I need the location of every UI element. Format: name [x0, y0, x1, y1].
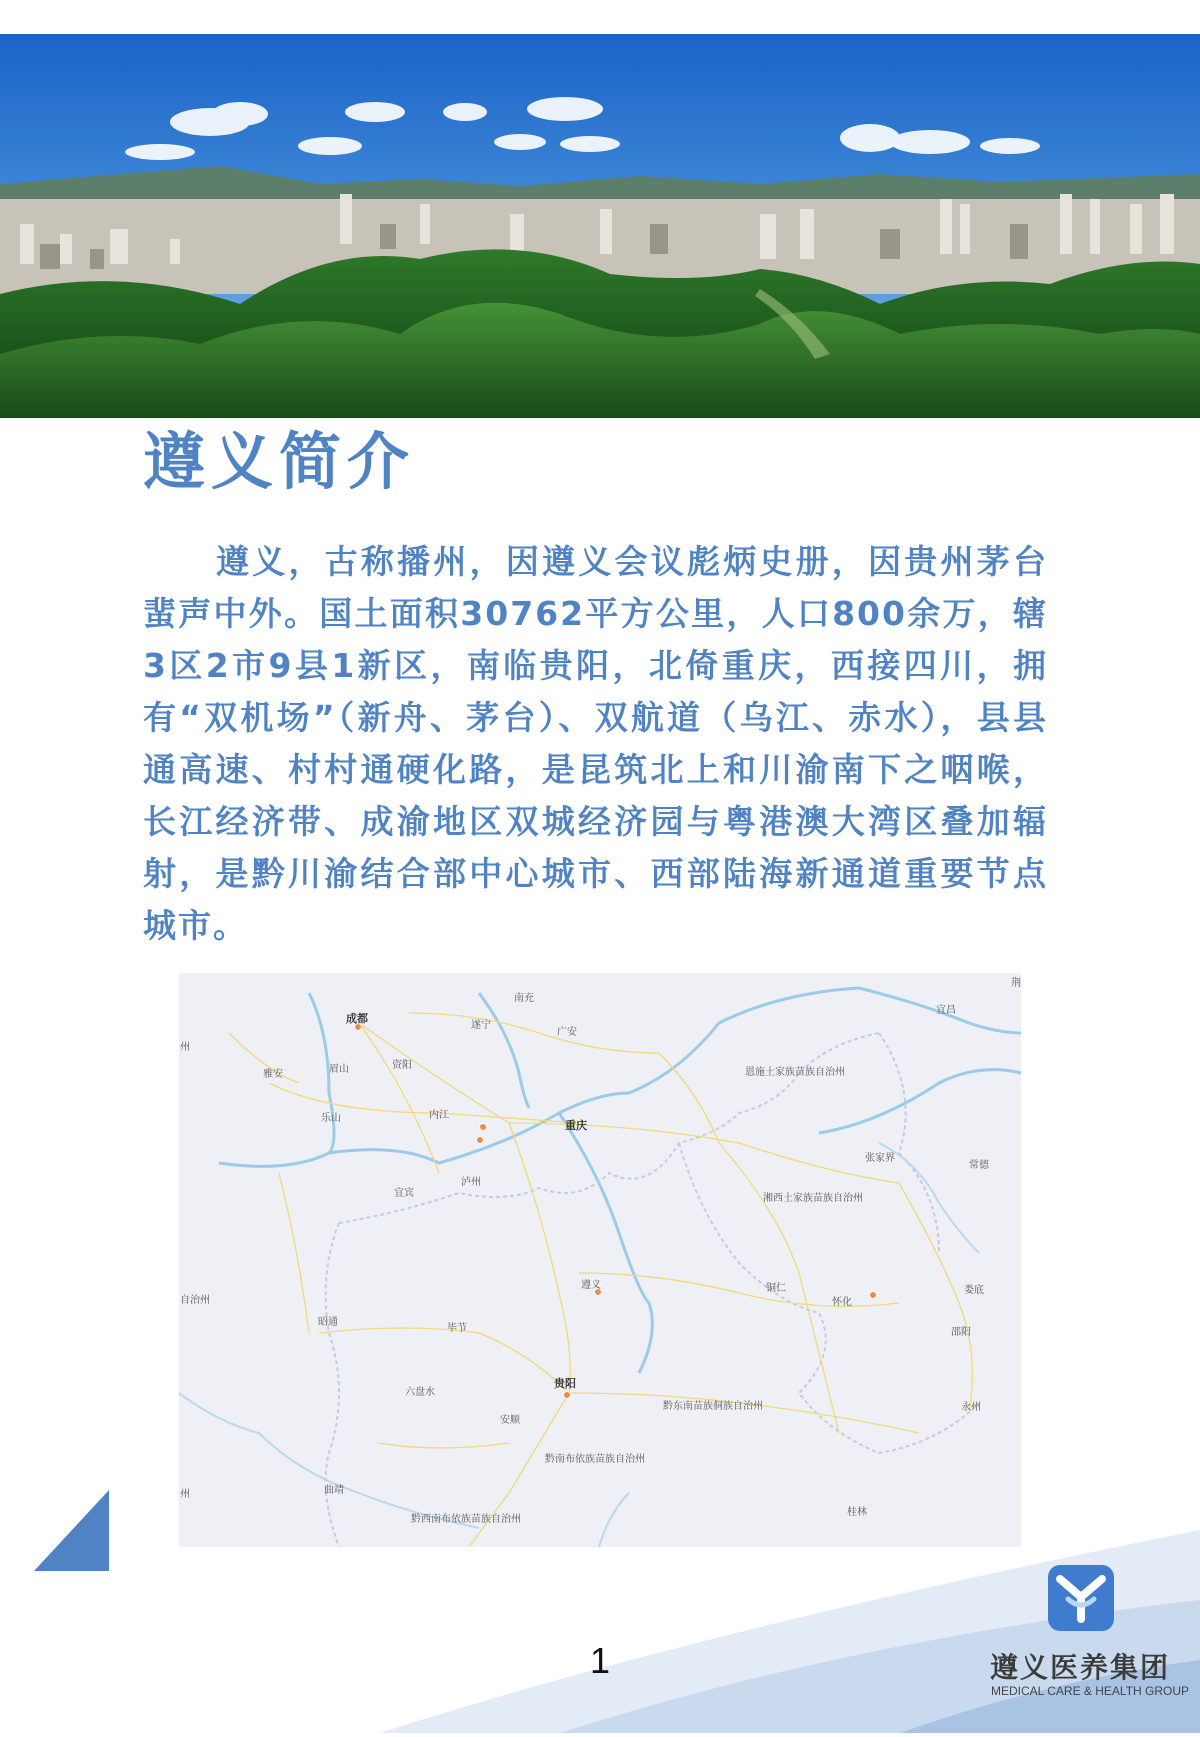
- map-label-zhangjiajie: 张家界: [865, 1153, 895, 1164]
- page-title: 遵义简介: [143, 425, 416, 498]
- map-label-yibin: 宜宾: [394, 1188, 414, 1199]
- map-label-ziyang: 资阳: [392, 1060, 412, 1071]
- map-label-guangan: 广安: [557, 1027, 577, 1038]
- map-label-xiangxi: 湘西土家族苗族自治州: [763, 1193, 863, 1204]
- map-label-anshun: 安顺: [500, 1415, 520, 1426]
- map-label-shaoyang: 邵阳: [951, 1327, 971, 1338]
- map-label-yaan: 雅安: [263, 1069, 283, 1080]
- map-label-qiannan: 黔南布依族苗族自治州: [545, 1454, 645, 1465]
- map-label-bijie: 毕节: [447, 1323, 467, 1334]
- map-label-meishan: 眉山: [329, 1064, 349, 1075]
- map-label-qiandongnan: 黔东南苗族侗族自治州: [663, 1401, 763, 1412]
- map-label-luzhou: 泸州: [461, 1177, 481, 1188]
- map-label-edge-zhou1: 州: [180, 1042, 190, 1053]
- map-label-zunyi: 遵义: [581, 1280, 601, 1291]
- map-label-huaihua: 怀化: [832, 1297, 852, 1308]
- map-label-liupanshui: 六盘水: [405, 1387, 435, 1398]
- map-label-nanchong: 南充: [514, 993, 534, 1004]
- map-label-neijiang: 内江: [429, 1110, 449, 1121]
- group-logo-icon: [1048, 1565, 1114, 1631]
- map-label-yongzhou: 永州: [961, 1402, 981, 1413]
- group-subtitle: MEDICAL CARE & HEALTH GROUP: [991, 1684, 1190, 1698]
- map-label-tongren: 铜仁: [766, 1283, 786, 1294]
- group-name: 遵义医养集团: [990, 1651, 1171, 1684]
- map-label-enshi: 恩施土家族苗族自治州: [745, 1067, 845, 1078]
- map-label-loudi: 娄底: [964, 1285, 984, 1296]
- hero-panorama-image: [0, 34, 1200, 418]
- map-label-chengdu: 成都: [346, 1012, 368, 1025]
- map-label-qianxinan: 黔西南布依族苗族自治州: [411, 1514, 521, 1525]
- intro-paragraph: 遵义，古称播州，因遵义会议彪炳史册，因贵州茅台蜚声中外。国土面积30762平方公里，人口800余万，辖3区2市9县1新区，南临贵阳，北倚重庆，西接四川，拥有“双机场”（新舟、茅台）、双航道（乌江、赤水），县县通高速、村村通硬化路，是昆筑北上和川渝南下之咽喉，长江经济带、成渝地区双城经济园与粤港澳大湾区叠加辐射，是黔川渝结合部中心城市、西部陆海新通道重要节点城市。: [143, 542, 1048, 945]
- map-label-changde: 常德: [969, 1160, 989, 1171]
- map-label-edge-zhou2: 州: [180, 1489, 190, 1500]
- page-number: 1: [590, 1640, 611, 1681]
- map-label-zhaotong: 昭通: [318, 1317, 338, 1328]
- map-label-chongqing: 重庆: [565, 1119, 587, 1132]
- map-label-leshan: 乐山: [321, 1113, 341, 1124]
- map-label-yichang: 宜昌: [936, 1005, 956, 1016]
- map-label-qujing: 曲靖: [324, 1485, 344, 1496]
- map-label-suining: 遂宁: [471, 1020, 491, 1031]
- map-label-edge-jing: 荆: [1011, 978, 1021, 989]
- region-map: [179, 973, 1021, 1547]
- map-label-edge-zizhi: 自治州: [180, 1295, 210, 1306]
- map-label-guilin: 桂林: [847, 1507, 867, 1518]
- map-label-guiyang: 贵阳: [554, 1377, 576, 1390]
- footer-wave-decoration: [0, 1520, 1200, 1733]
